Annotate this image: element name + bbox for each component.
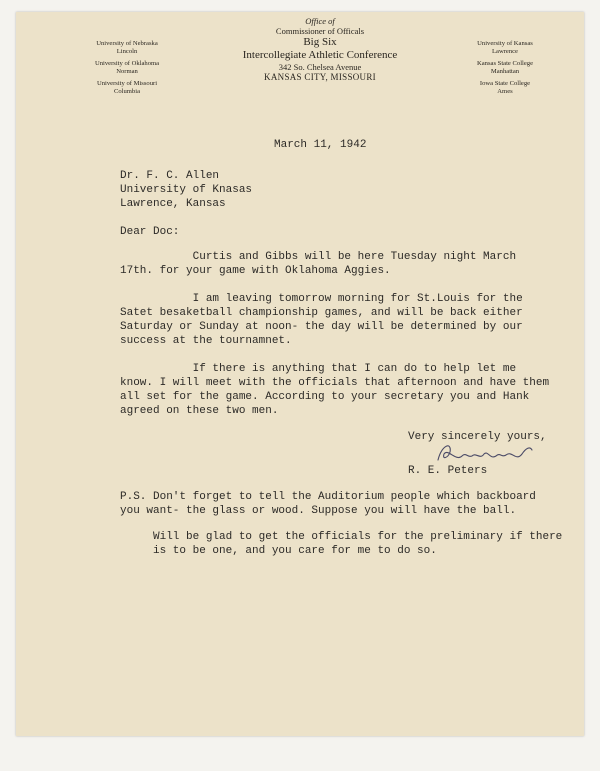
body-line: Saturday or Sunday at noon- the day will be determined by our <box>120 321 523 333</box>
school-entry <box>440 60 570 77</box>
salutation: Dear Doc: <box>120 226 180 238</box>
body-line: If there is anything that I can do to help let me <box>120 363 517 375</box>
body-line: success at the tournamnet. <box>120 335 292 347</box>
body-line: know. I will meet with the officials that afternoon and have them <box>120 377 550 389</box>
recipient-institution: University of Knasas <box>120 184 253 196</box>
conference-title: Intercollegiate Athletic Conference <box>242 49 398 61</box>
office-of-label: Office of <box>305 16 335 26</box>
school-name: Iowa State College <box>479 79 531 87</box>
closing: Very sincerely yours, <box>408 431 547 443</box>
school-entry <box>440 80 570 97</box>
letter-page <box>16 12 584 736</box>
signer-name: R. E. Peters <box>408 465 488 477</box>
body-line: all set for the game. According to your secretary you and Hank <box>120 391 530 403</box>
letter-date: March 11, 1942 <box>274 139 367 151</box>
body-line: 17th. for your game with Oklahoma Aggies. <box>120 265 391 277</box>
body-line: Satet besaketball championship games, and will be back either <box>120 307 523 319</box>
ps-line: P.S. Don't forget to tell the Auditorium people which backboard <box>120 491 536 503</box>
body-line: Curtis and Gibbs will be here Tuesday night March <box>120 251 517 263</box>
school-city: Columbia <box>113 88 140 96</box>
school-city: Ames <box>497 88 513 96</box>
school-city: Manhattan <box>490 68 520 76</box>
big-six-title: Big Six <box>303 36 337 48</box>
school-city: Lincoln <box>116 48 138 56</box>
letterhead-right-schools <box>440 40 570 99</box>
school-entry <box>62 60 192 77</box>
ps-line: is to be one, and you care for me to do so. <box>120 545 437 557</box>
school-name: University of Oklahoma <box>94 59 160 67</box>
school-name: University of Missouri <box>96 79 158 87</box>
school-entry <box>62 40 192 57</box>
letterhead-center <box>200 16 440 83</box>
ps-line: Will be glad to get the officials for the preliminary if there <box>120 531 563 543</box>
body-line: agreed on these two men. <box>120 405 279 417</box>
school-entry <box>440 40 570 57</box>
school-name: University of Nebraska <box>96 40 158 47</box>
body-line: I am leaving tomorrow morning for St.Louis for the <box>120 293 523 305</box>
school-city: Norman <box>116 68 138 76</box>
street-address: 342 So. Chelsea Avenue <box>278 62 362 72</box>
commissioner-label: Commissioner of Officals <box>275 26 365 36</box>
school-name: University of Kansas <box>477 40 533 47</box>
ps-line: you want- the glass or wood. Suppose you will have the ball. <box>120 505 517 517</box>
letterhead-left-schools <box>62 40 192 99</box>
school-name: Kansas State College <box>476 59 534 67</box>
recipient-name: Dr. F. C. Allen <box>120 170 220 182</box>
city-address: KANSAS CITY, MISSOURI <box>264 72 376 82</box>
recipient-city: Lawrence, Kansas <box>120 198 226 210</box>
school-city: Lawrence <box>492 48 518 56</box>
school-entry <box>62 80 192 97</box>
